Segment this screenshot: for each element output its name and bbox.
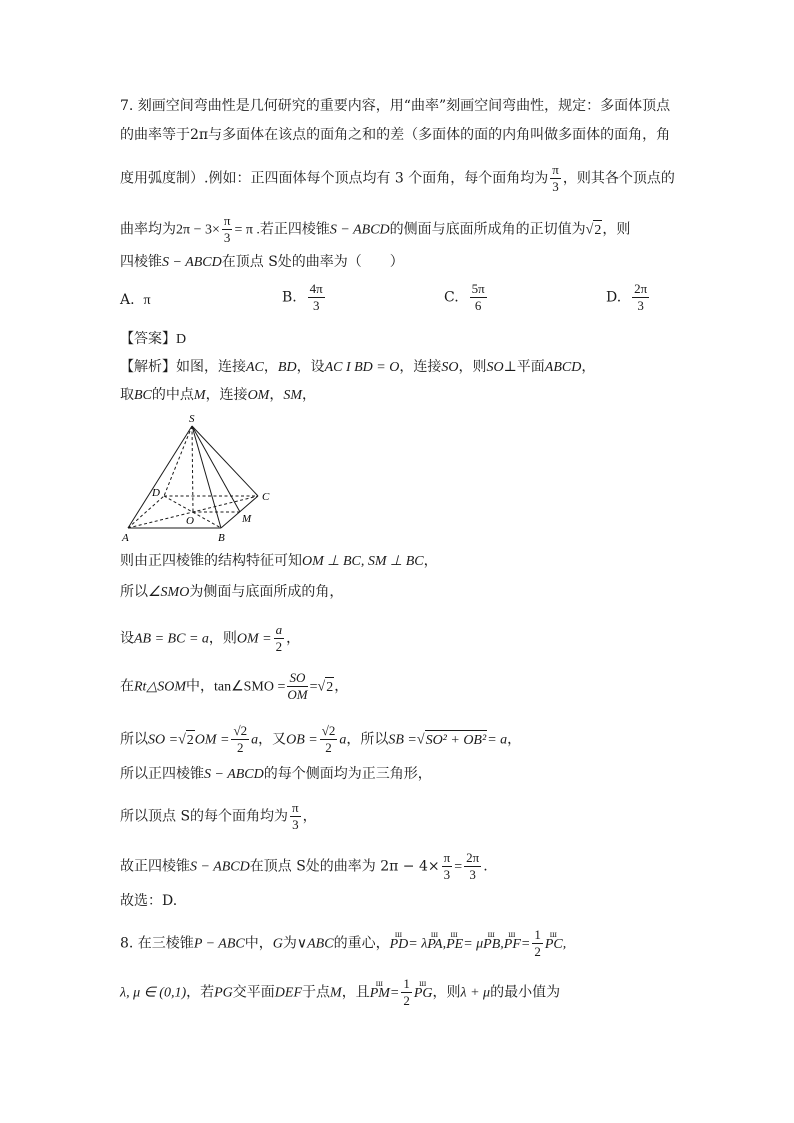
solution-line-4: 在Rt△SOM中，tan∠SMO = $\frac{SO}{OM}$ =√2， [120, 670, 349, 702]
label-B: B [218, 532, 225, 544]
q7-line-1: 7. 刻画空间弯曲性是几何研究的重要内容，用“曲率”刻画空间弯曲性，规定：多面体顶点 [120, 98, 671, 114]
solution-line-3: 设AB = BC = a，则OM = $\frac{a}{2}$ ， [120, 622, 301, 654]
pyramid-figure [118, 410, 278, 545]
q7-line-2: 的曲率等于2π与多面体在该点的面角之和的差（多面体的面的内角叫做多面体的面角，角 [120, 127, 671, 143]
edge-SD [164, 426, 192, 496]
option-d[interactable]: D. $\frac{2\pi}{3}$ [606, 281, 648, 313]
fraction: $\frac{\pi}{3}$ [223, 213, 231, 245]
option-a[interactable]: A. π [120, 292, 151, 308]
label-D: D [152, 487, 160, 499]
answer-line: 【答案】D [120, 331, 187, 347]
analysis-line-2: 取BC的中点M，连接OM，SM， [120, 387, 317, 403]
label-M: M [242, 513, 252, 525]
edge-SO [192, 426, 193, 512]
analysis-line-1: 【解析】如图，连接AC，BD，设AC I BD = O，连接SO，则SO⊥平面ABCD， [120, 359, 596, 375]
solution-line-2: 所以∠SMO为侧面与底面所成的角， [120, 584, 344, 600]
solution-line-1: 则由正四棱锥的结构特征可知OM ⊥ BC, SM ⊥ BC， [120, 553, 438, 569]
option-c[interactable]: C. $\frac{5\pi}{6}$ [444, 281, 485, 313]
q7-line-3: 度用弧度制）.例如：正四面体每个顶点均有 3 个面角，每个面角均为 $\frac{\pi}{3}$ ，则其各个顶点的 [120, 162, 675, 194]
fraction: $\frac{\pi}{3}$ [552, 162, 559, 194]
q7-line-5: 四棱锥S − ABCD在顶点 S处的曲率为（ ） [120, 254, 404, 270]
label-C: C [262, 491, 270, 503]
label-O: O [186, 515, 194, 527]
solution-line-5: 所以SO =√2OM = $\frac{√2}{2}$ a，又OB = $\frac{√2}{2}$ a，所以SB =√SO² + OB²= a， [120, 723, 522, 755]
edge-SA [128, 426, 192, 528]
solution-line-8: 故正四棱锥S − ABCD在顶点 S处的曲率为 2π − 4× $\frac{\pi}{3}$ = $\frac{2\pi}{3}$ . [120, 850, 488, 882]
q8-line-1: 8. 在三棱锥P − ABC中，G为∨ABC的重心，ш PD= λш PA,ш PE= μш PB,ш PF= $\frac{1}{2}$ ш PC, [120, 927, 566, 960]
solution-line-6: 所以正四棱锥S − ABCD的每个侧面均为正三角形， [120, 766, 432, 782]
label-A: A [122, 532, 129, 544]
solution-line-7: 所以顶点 S的每个面角均为 $\frac{\pi}{3}$ ， [120, 800, 317, 832]
label-S: S [189, 413, 195, 425]
q7-line-4: 曲率均为2π − 3× $\frac{\pi}{3}$ = π .若正四棱锥S − ABCD的侧面与底面所成角的正切值为√2，则 [120, 213, 631, 245]
solution-line-9: 故选：D. [120, 893, 178, 909]
q8-line-2: λ, μ ∈ (0,1)，若PG交平面DEF于点M，且ш PM= $\frac{1}{2}$ ш PG，则λ + μ的最小值为 [120, 976, 560, 1009]
option-b[interactable]: B. $\frac{4\pi}{3}$ [282, 281, 323, 313]
